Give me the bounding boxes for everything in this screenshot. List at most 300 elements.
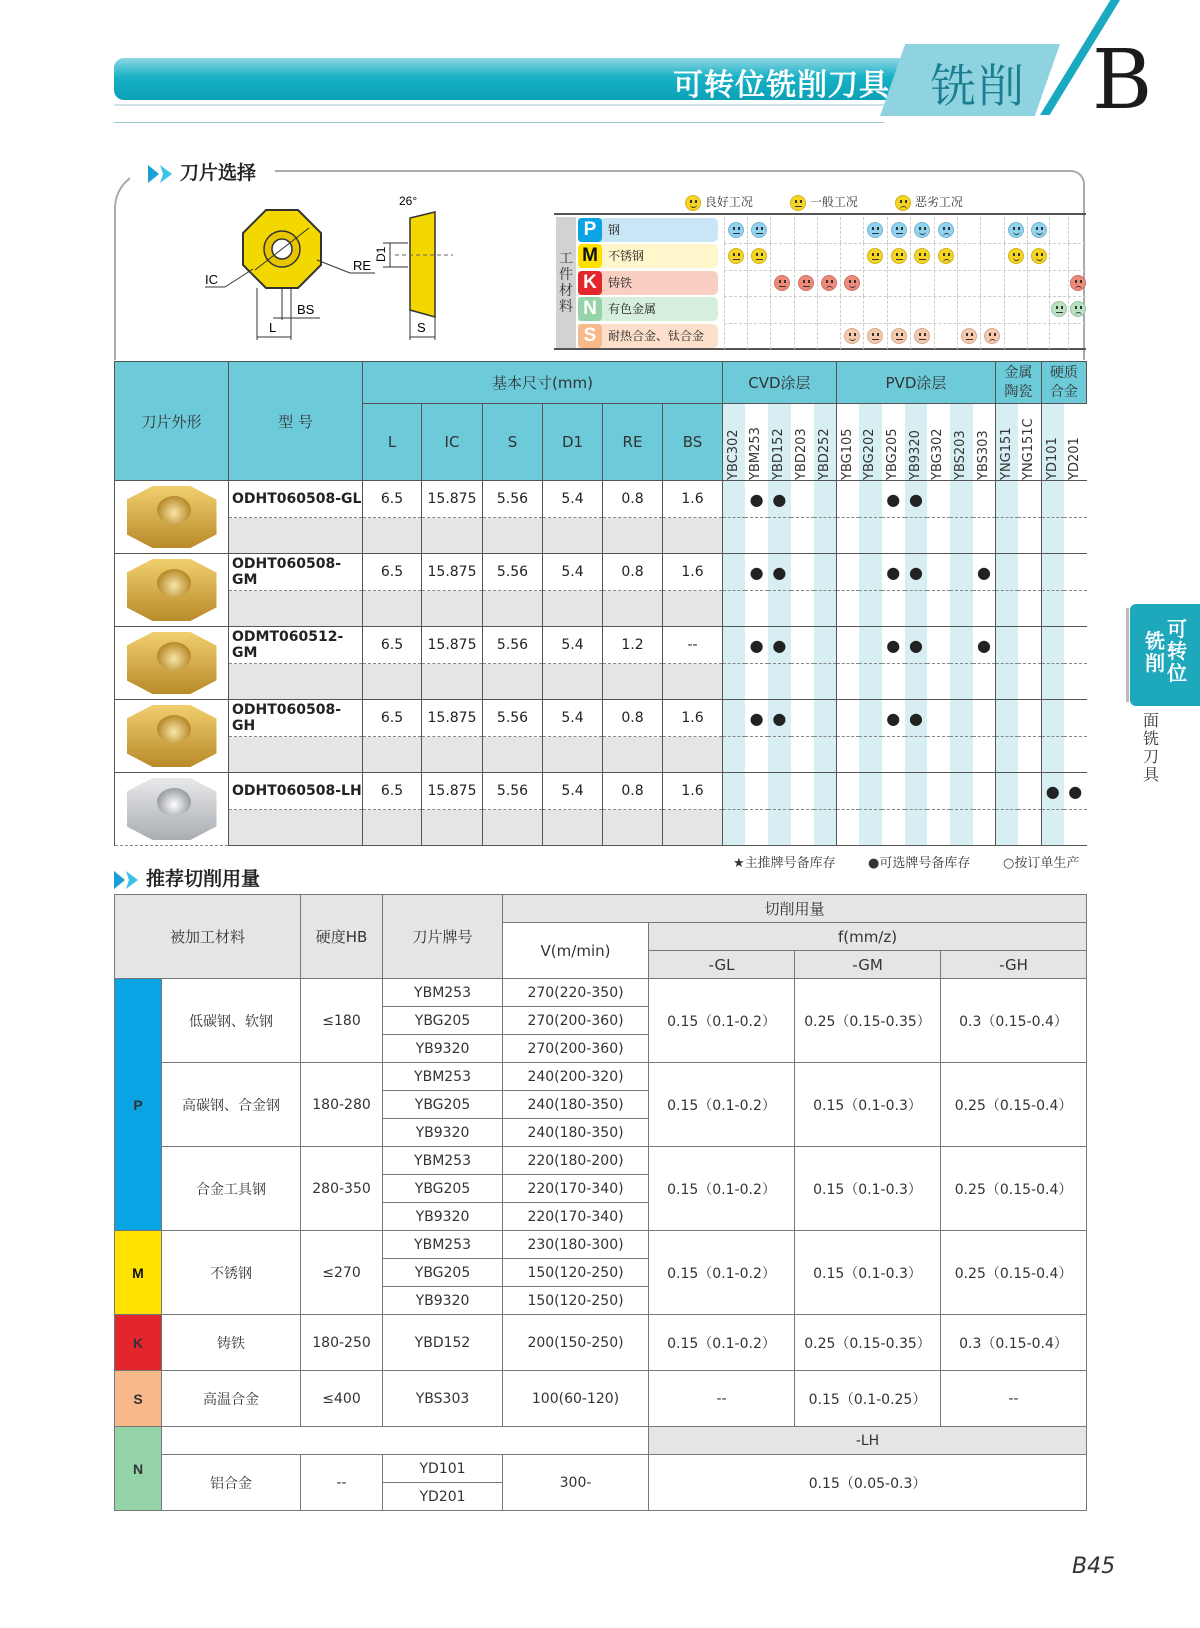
svg-text:RE: RE — [353, 258, 372, 273]
cutting-speed: 100(60-120) — [503, 1371, 649, 1427]
header-dim-re: RE — [603, 404, 663, 481]
grade-availability — [859, 773, 882, 810]
empty-cell — [663, 591, 723, 627]
model-number: ODMT060512-GM — [229, 627, 363, 664]
material-grade-cell — [770, 243, 793, 269]
empty-cell — [1018, 518, 1041, 554]
material-grade-cell — [1068, 270, 1087, 296]
dim-d1: 5.4 — [543, 700, 603, 737]
material-grade-cell — [910, 270, 933, 296]
empty-cell — [663, 737, 723, 773]
grade-availability — [1064, 700, 1087, 737]
empty-cell — [1064, 810, 1087, 846]
grade: YBM253 — [383, 1147, 503, 1175]
dim-bs: -- — [663, 627, 723, 664]
empty-cell — [882, 518, 905, 554]
grade-availability: ● — [905, 627, 928, 664]
dim-bs: 1.6 — [663, 554, 723, 591]
grade-availability — [814, 481, 837, 518]
empty-cell — [603, 810, 663, 846]
material-grade-cell — [1027, 270, 1050, 296]
grade-availability — [1041, 481, 1064, 518]
dim-re: 0.8 — [603, 554, 663, 591]
empty-cell — [229, 518, 363, 554]
material-grade-cell — [887, 296, 910, 322]
sidebar-tab-col: 可 转 位 — [1167, 617, 1187, 685]
sidebar-subtitle: 面 铣 刀 具 — [1142, 711, 1159, 784]
grade-availability: ● — [905, 554, 928, 591]
header-grade-ybd252: YBD252 — [814, 404, 837, 481]
feed-gh: 0.25（0.15-0.4） — [941, 1231, 1087, 1315]
table-row[interactable] — [115, 700, 1087, 737]
header-grade: 刀片牌号 — [383, 895, 503, 979]
empty-cell — [791, 810, 814, 846]
empty-cell — [483, 664, 543, 700]
material-grade-cell — [910, 243, 933, 269]
table-row[interactable] — [115, 627, 1087, 664]
empty-cell — [927, 591, 950, 627]
material-label — [578, 244, 718, 268]
feed-gh: 0.25（0.15-0.4） — [941, 1063, 1087, 1147]
grade-availability — [745, 773, 768, 810]
feed-gm: 0.15（0.1-0.3） — [795, 1147, 941, 1231]
empty-cell — [229, 810, 363, 846]
dim-l: 6.5 — [363, 554, 422, 591]
header-grade-ybd203: YBD203 — [791, 404, 814, 481]
empty-cell — [836, 518, 859, 554]
grade-availability — [836, 554, 859, 591]
material-grade-cell — [747, 243, 770, 269]
dim-ic: 15.875 — [422, 627, 483, 664]
empty-cell — [363, 737, 422, 773]
empty-cell — [836, 664, 859, 700]
empty-cell — [543, 737, 603, 773]
material-row-n — [576, 296, 1086, 322]
material-grade-cell — [817, 217, 840, 243]
feed-gl: 0.15（0.1-0.2） — [649, 1063, 795, 1147]
material-grade-cell — [887, 243, 910, 269]
material-grade-cell — [1004, 323, 1027, 349]
cutting-speed: 200(150-250) — [503, 1315, 649, 1371]
neutral-face-icon — [891, 248, 907, 264]
dim-ic: 15.875 — [422, 481, 483, 518]
dim-bs: 1.6 — [663, 481, 723, 518]
grade-availability — [905, 773, 928, 810]
grade-availability — [859, 554, 882, 591]
material-grade-cell — [840, 270, 863, 296]
empty-cell — [422, 810, 483, 846]
empty-cell — [229, 591, 363, 627]
table-row-extra — [115, 737, 1087, 773]
empty-cell — [229, 664, 363, 700]
neutral-face-icon — [774, 275, 790, 291]
header-dim-bs: BS — [663, 404, 723, 481]
neutral-face-icon — [867, 222, 883, 238]
hardness: 180-250 — [301, 1315, 383, 1371]
feed-gm: 0.15（0.1-0.25） — [795, 1371, 941, 1427]
grid-line — [724, 323, 1086, 324]
empty-cell — [927, 518, 950, 554]
material-grade-cell — [724, 296, 747, 322]
cutting-data-table — [114, 894, 1087, 1511]
empty-cell — [791, 664, 814, 700]
double-arrow-icon — [148, 165, 174, 183]
material-grade-cell — [910, 217, 933, 243]
cutting-speed: 270(220-350) — [503, 979, 649, 1007]
material-grade-cell — [840, 296, 863, 322]
grade: YBG205 — [383, 1259, 503, 1287]
empty-cell — [996, 591, 1019, 627]
empty-cell — [543, 810, 603, 846]
header-grade-ybg205: YBG205 — [882, 404, 905, 481]
empty-cell — [1041, 810, 1064, 846]
header-gm: -GM — [795, 951, 941, 979]
material-label — [578, 218, 718, 242]
svg-text:26°: 26° — [399, 194, 418, 208]
grade-availability — [1018, 627, 1041, 664]
empty-cell — [483, 737, 543, 773]
grade-availability — [723, 627, 746, 664]
empty-cell — [768, 737, 791, 773]
cutting-speed: 240(180-350) — [503, 1091, 649, 1119]
legend-good — [685, 193, 753, 211]
grade: YBS303 — [383, 1371, 503, 1427]
material-grade-cell — [1049, 296, 1068, 322]
cutting-speed: 300- — [503, 1455, 649, 1511]
material-grade-cell — [770, 323, 793, 349]
grade-availability: ● — [768, 481, 791, 518]
grade-availability — [950, 627, 973, 664]
dim-s: 5.56 — [483, 627, 543, 664]
feed-gh: 0.3（0.15-0.4） — [941, 1315, 1087, 1371]
grade-availability — [814, 627, 837, 664]
grade-availability — [791, 773, 814, 810]
sad-face-icon — [1070, 275, 1086, 291]
grade-availability: ● — [768, 700, 791, 737]
grade-availability — [723, 554, 746, 591]
empty-cell — [1018, 810, 1041, 846]
grade-availability: ● — [973, 554, 996, 591]
grade-availability: ● — [882, 481, 905, 518]
smile-face-icon — [914, 222, 930, 238]
neutral-face-icon — [798, 275, 814, 291]
dim-re: 0.8 — [603, 481, 663, 518]
smile-face-icon — [1031, 248, 1047, 264]
grade-availability: ● — [745, 554, 768, 591]
empty-cell — [543, 591, 603, 627]
smile-face-icon — [1031, 222, 1047, 238]
neutral-face-icon — [867, 248, 883, 264]
empty-cell — [973, 664, 996, 700]
material-grade-cell — [1049, 323, 1068, 349]
material-name: 高温合金 — [162, 1371, 301, 1427]
feed-gm: 0.25（0.15-0.35） — [795, 1315, 941, 1371]
empty-cell — [543, 664, 603, 700]
grade-availability — [996, 481, 1019, 518]
empty-cell — [1064, 591, 1087, 627]
material-grade-cell — [980, 296, 1003, 322]
material-grade-cell — [1068, 296, 1087, 322]
empty-cell — [422, 737, 483, 773]
svg-text:D1: D1 — [374, 246, 388, 262]
page-number: B45 — [1072, 1554, 1116, 1579]
table-row-extra — [115, 664, 1087, 700]
material-grade-cell — [724, 217, 747, 243]
grade-availability — [927, 700, 950, 737]
footnote-made-to-order: ○按订单生产 — [1003, 856, 1080, 871]
material-name: 铸铁 — [162, 1315, 301, 1371]
grid-line — [724, 243, 1086, 244]
material-label — [578, 324, 718, 348]
insert-image — [115, 700, 229, 773]
material-grade-cell — [724, 243, 747, 269]
sad-face-icon — [938, 222, 954, 238]
material-grade-cell — [887, 323, 910, 349]
material-grade-cell — [1068, 217, 1087, 243]
header-dim-l: L — [363, 404, 422, 481]
empty-cell — [162, 1427, 649, 1455]
grade-availability — [1041, 700, 1064, 737]
material-grade-cell — [863, 296, 886, 322]
empty-cell — [973, 518, 996, 554]
header-grade-ybd152: YBD152 — [768, 404, 791, 481]
material-grade-cell — [980, 323, 1003, 349]
sad-face-icon — [984, 328, 1000, 344]
table-row-extra — [115, 810, 1087, 846]
material-label — [578, 297, 718, 321]
grade-availability — [836, 481, 859, 518]
grade-availability — [950, 481, 973, 518]
insert-image — [115, 554, 229, 627]
empty-cell — [422, 591, 483, 627]
material-grade-cell — [794, 323, 817, 349]
material-grade-cell — [957, 296, 980, 322]
grade-availability — [1041, 554, 1064, 591]
dim-s: 5.56 — [483, 773, 543, 810]
empty-cell — [859, 810, 882, 846]
neutral-face-icon — [891, 328, 907, 344]
material-grade-cell — [934, 243, 957, 269]
material-name: 铸铁 — [608, 275, 633, 290]
iso-letter-m: M — [115, 1231, 162, 1315]
material-grade-cell — [747, 323, 770, 349]
grade-availability — [973, 773, 996, 810]
insert-diagram — [195, 190, 475, 350]
empty-cell — [483, 591, 543, 627]
grade: YBM253 — [383, 1063, 503, 1091]
feed-gl: -- — [649, 1371, 795, 1427]
cutting-speed: 150(120-250) — [503, 1287, 649, 1315]
empty-cell — [996, 810, 1019, 846]
empty-cell — [905, 737, 928, 773]
grade-availability — [1041, 627, 1064, 664]
feed-gh: 0.3（0.15-0.4） — [941, 979, 1087, 1063]
empty-cell — [927, 810, 950, 846]
empty-cell — [603, 518, 663, 554]
neutral-face-icon — [961, 328, 977, 344]
material-grade-cell — [934, 217, 957, 243]
grade-availability — [950, 700, 973, 737]
grade-availability — [973, 700, 996, 737]
material-grade-cell — [794, 270, 817, 296]
header-dim-ic: IC — [422, 404, 483, 481]
cutting-speed: 220(170-340) — [503, 1175, 649, 1203]
dim-l: 6.5 — [363, 700, 422, 737]
insert-table — [114, 361, 1087, 846]
empty-cell — [363, 591, 422, 627]
header-grade-ybs203: YBS203 — [950, 404, 973, 481]
legend-normal — [790, 193, 858, 211]
table-row[interactable] — [115, 481, 1087, 518]
feed-gm: 0.15（0.1-0.3） — [795, 1231, 941, 1315]
material-grade-cell — [817, 243, 840, 269]
empty-cell — [745, 591, 768, 627]
material-name: 高碳钢、合金钢 — [162, 1063, 301, 1147]
neutral-face-icon — [790, 195, 806, 211]
empty-cell — [814, 518, 837, 554]
iso-letter-m: M — [578, 244, 602, 268]
header-grade-yng151c: YNG151C — [1018, 404, 1041, 481]
grade: YBG205 — [383, 1175, 503, 1203]
grade-availability — [1018, 481, 1041, 518]
dim-ic: 15.875 — [422, 554, 483, 591]
material-grade-cell — [747, 270, 770, 296]
iso-letter-p: P — [115, 979, 162, 1231]
grade-availability — [1064, 554, 1087, 591]
empty-cell — [1064, 518, 1087, 554]
material-grade-cell — [794, 243, 817, 269]
empty-cell — [973, 810, 996, 846]
dim-l: 6.5 — [363, 481, 422, 518]
dim-l: 6.5 — [363, 773, 422, 810]
empty-cell — [905, 810, 928, 846]
material-grade-cell — [1004, 217, 1027, 243]
empty-cell — [1041, 737, 1064, 773]
material-grade-cell — [980, 243, 1003, 269]
grade: YB9320 — [383, 1203, 503, 1231]
empty-cell — [745, 518, 768, 554]
material-name: 耐热合金、钛合金 — [608, 328, 705, 343]
header-material: 被加工材料 — [115, 895, 301, 979]
cutting-speed: 270(200-360) — [503, 1007, 649, 1035]
material-name: 低碳钢、软钢 — [162, 979, 301, 1063]
table-row[interactable] — [115, 773, 1087, 810]
table-row — [115, 1147, 1087, 1175]
material-side-label: 工 件 材 料 — [556, 217, 576, 348]
material-name: 钢 — [608, 223, 621, 237]
material-grade-cell — [794, 296, 817, 322]
legend-bad-label: 恶劣工况 — [914, 195, 963, 209]
svg-text:L: L — [269, 320, 277, 335]
dim-re: 0.8 — [603, 773, 663, 810]
neutral-face-icon — [728, 248, 744, 264]
grade-availability: ● — [973, 627, 996, 664]
workpiece-material-grid — [554, 213, 1086, 350]
empty-cell — [836, 737, 859, 773]
empty-cell — [723, 518, 746, 554]
material-grade-cell — [840, 323, 863, 349]
legend-normal-label: 一般工况 — [809, 195, 858, 209]
material-name: 合金工具钢 — [162, 1147, 301, 1231]
empty-cell — [973, 591, 996, 627]
empty-cell — [483, 810, 543, 846]
empty-cell — [768, 810, 791, 846]
empty-cell — [791, 591, 814, 627]
dim-bs: 1.6 — [663, 773, 723, 810]
footnote-main-grade: ★主推牌号备库存 — [733, 856, 836, 871]
material-grade-cell — [1068, 243, 1087, 269]
grade-availability — [814, 554, 837, 591]
empty-cell — [422, 664, 483, 700]
grade-availability — [723, 773, 746, 810]
empty-cell — [723, 737, 746, 773]
cutting-speed: 220(180-200) — [503, 1147, 649, 1175]
grade-availability — [1018, 554, 1041, 591]
empty-cell — [723, 810, 746, 846]
hardness: ≤180 — [301, 979, 383, 1063]
dim-d1: 5.4 — [543, 627, 603, 664]
grade-availability: ● — [905, 700, 928, 737]
material-grade-cell — [724, 270, 747, 296]
material-grade-cell — [957, 270, 980, 296]
header-grade-ybg202: YBG202 — [859, 404, 882, 481]
material-grade-cell — [957, 217, 980, 243]
table-row — [115, 1371, 1087, 1427]
empty-cell — [927, 664, 950, 700]
material-grade-cell — [910, 296, 933, 322]
grade-availability — [973, 481, 996, 518]
empty-cell — [996, 664, 1019, 700]
empty-cell — [882, 737, 905, 773]
dim-s: 5.56 — [483, 554, 543, 591]
header-grade-yd101: YD101 — [1041, 404, 1064, 481]
grade-availability — [723, 700, 746, 737]
svg-text:S: S — [417, 320, 426, 335]
empty-cell — [996, 518, 1019, 554]
grade: YB9320 — [383, 1119, 503, 1147]
grade-availability: ● — [1041, 773, 1064, 810]
smile-face-icon — [685, 195, 701, 211]
header-grade-ybg105: YBG105 — [836, 404, 859, 481]
header-grade-yng151: YNG151 — [996, 404, 1019, 481]
hardness: ≤270 — [301, 1231, 383, 1315]
material-grade-cell — [817, 296, 840, 322]
iso-letter-s: S — [115, 1371, 162, 1427]
svg-text:BS: BS — [297, 302, 315, 317]
grade-availability: ● — [882, 554, 905, 591]
header-f: f(mm/z) — [649, 923, 1087, 951]
material-grade-cell — [1068, 323, 1087, 349]
model-number: ODHT060508-LH — [229, 773, 363, 810]
empty-cell — [1064, 664, 1087, 700]
material-name: 不锈钢 — [608, 249, 645, 264]
material-grade-cell — [1027, 217, 1050, 243]
material-grade-cell — [817, 323, 840, 349]
table-row[interactable] — [115, 554, 1087, 591]
grade-availability — [927, 554, 950, 591]
header-grade-ybs303: YBS303 — [973, 404, 996, 481]
header-carbide: 硬质 合金 — [1041, 362, 1087, 404]
empty-cell — [836, 810, 859, 846]
grade-availability — [950, 773, 973, 810]
feed-lh: 0.15（0.05-0.3） — [649, 1455, 1087, 1511]
empty-cell — [814, 737, 837, 773]
neutral-face-icon — [867, 328, 883, 344]
grade-availability: ● — [882, 700, 905, 737]
header-cutting: 切削用量 — [503, 895, 1087, 923]
footnote-optional-grade: ●可选牌号备库存 — [868, 856, 971, 871]
empty-cell — [1041, 518, 1064, 554]
